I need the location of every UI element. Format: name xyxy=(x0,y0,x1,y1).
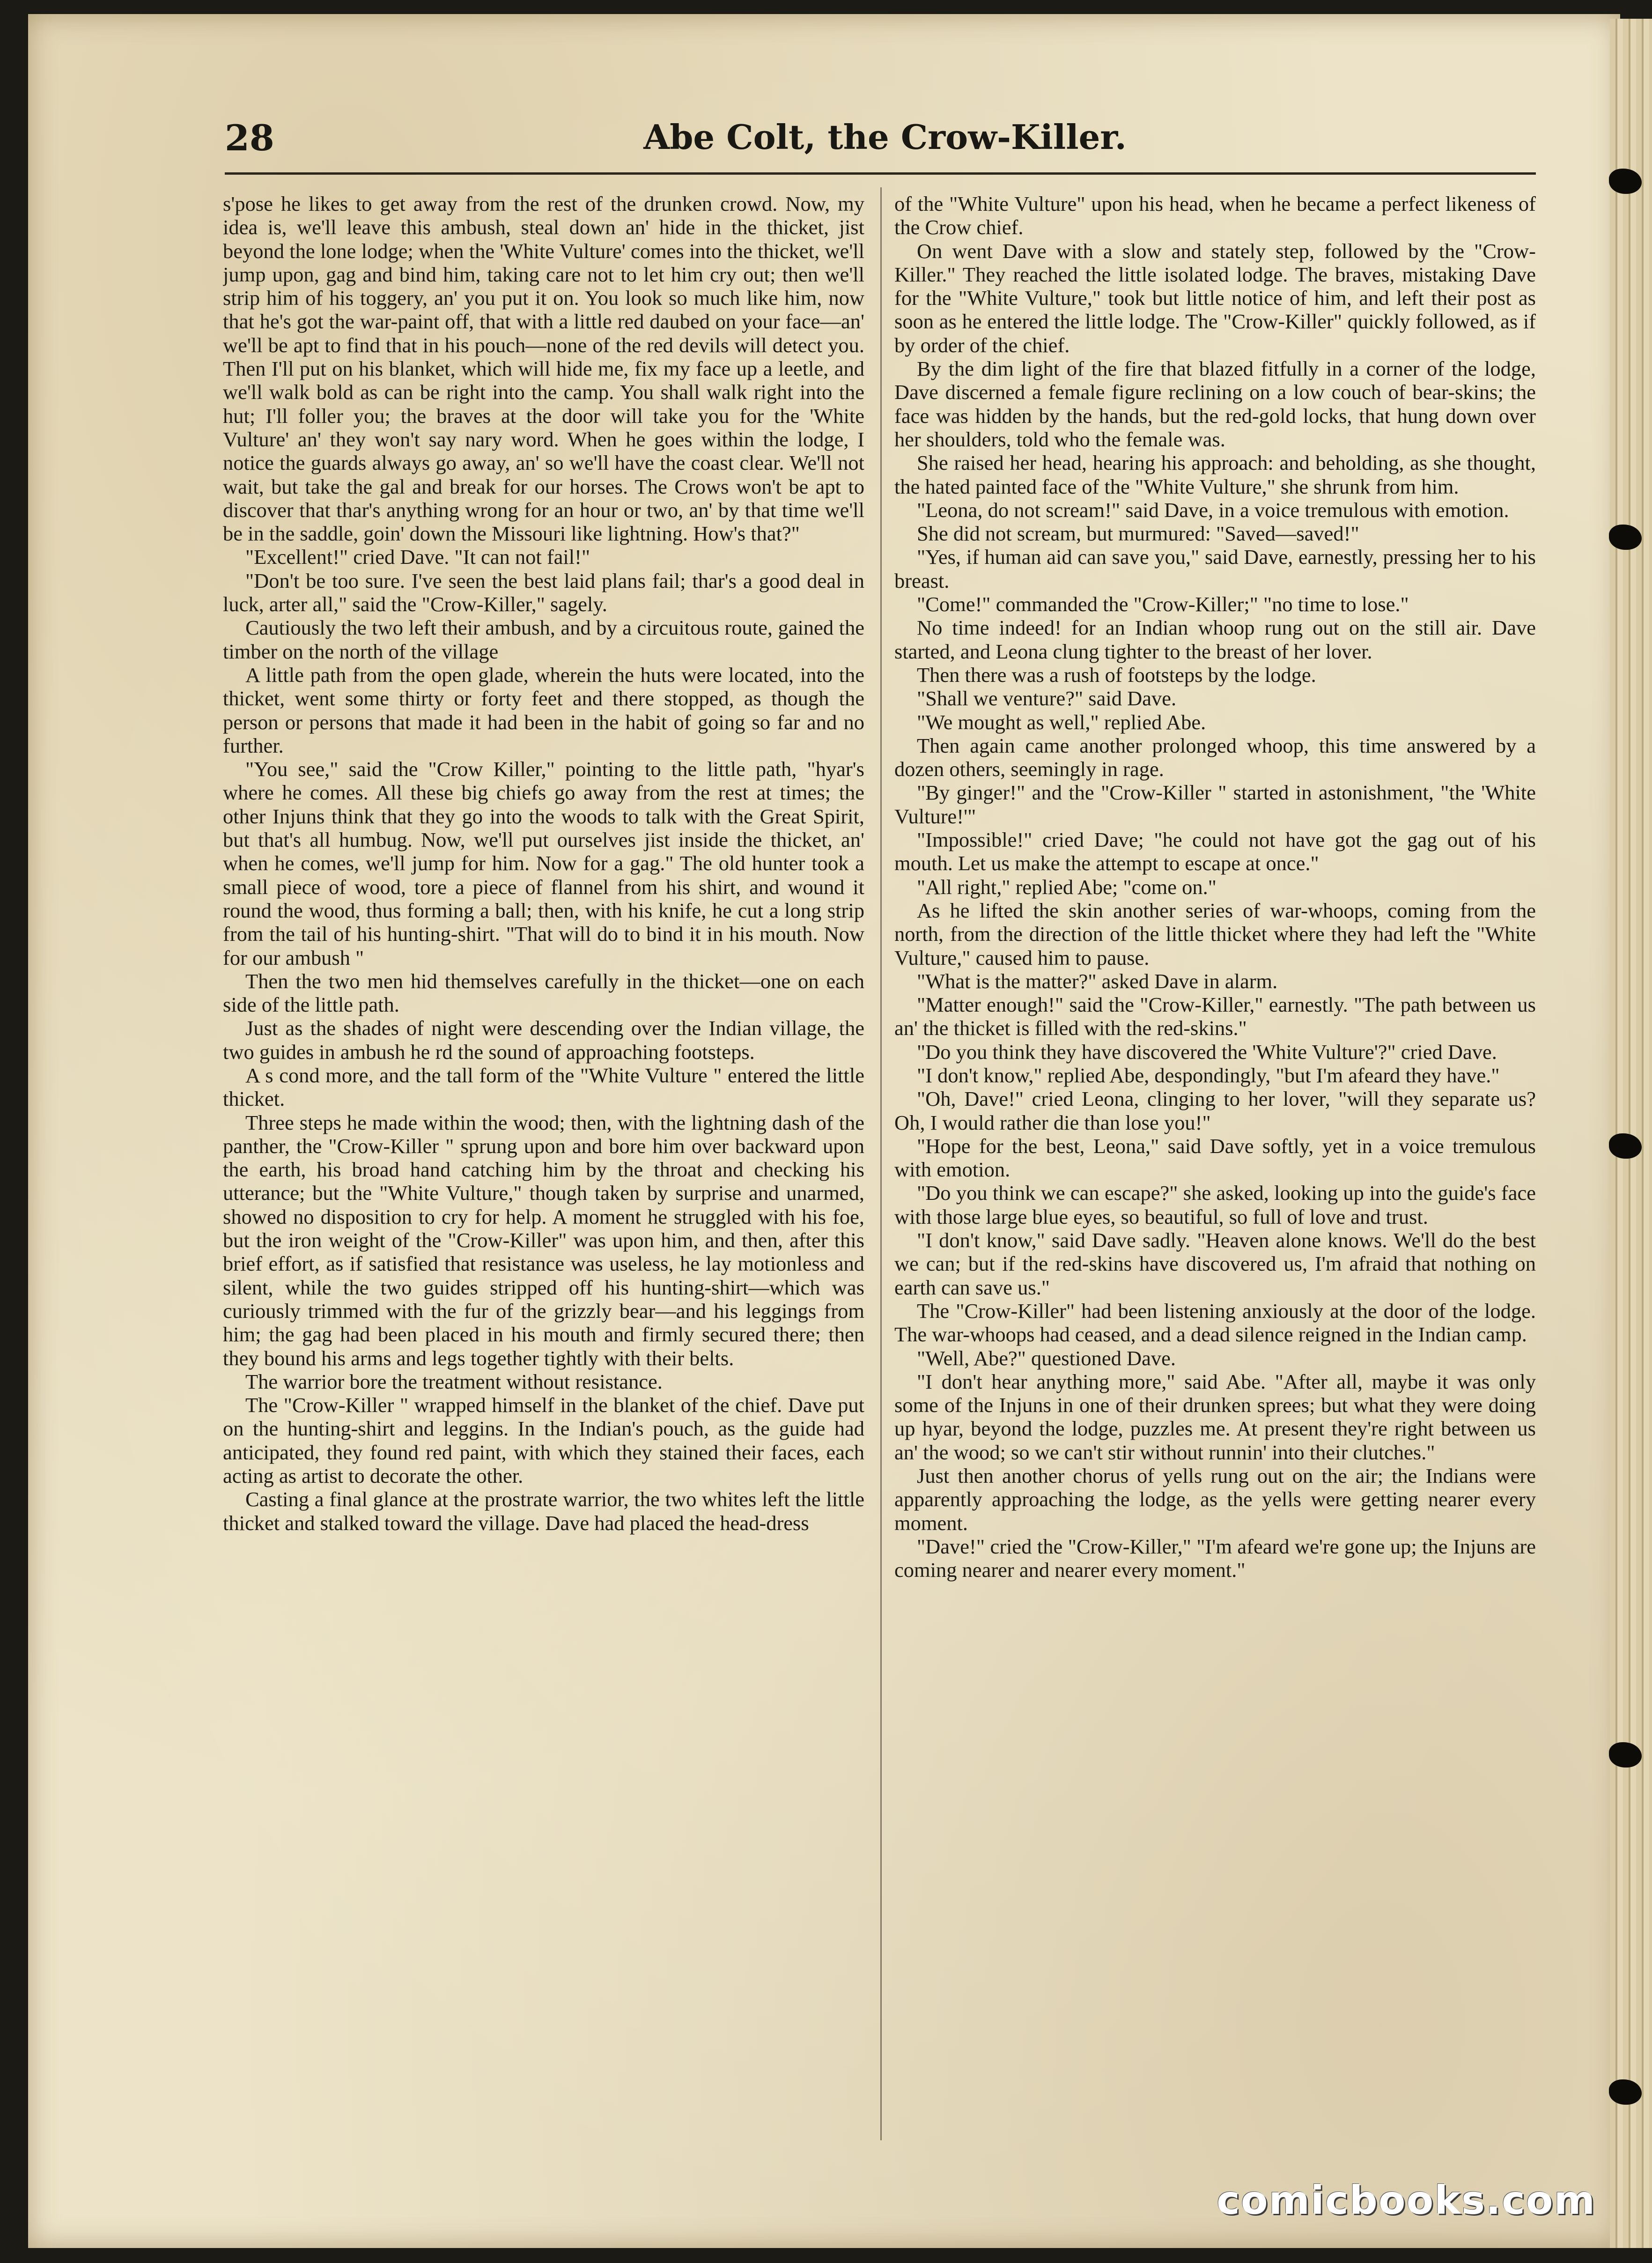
right-text-column xyxy=(894,192,1536,2136)
paragraph: A little path from the open glade, wherein the huts were located, into the thicket, went some thirty or forty feet and there stopped, as though the person or persons that made it had been in the habit of going so far and no further. xyxy=(223,663,864,757)
running-title: Abe Colt, the Crow-Killer. xyxy=(643,117,1127,157)
paragraph: "We mought as well," replied Abe. xyxy=(917,710,1206,734)
paragraph: "Yes, if human aid can save you," said Dave, earnestly, pressing her to his breast. xyxy=(894,545,1536,592)
paragraph: "Excellent!" cried Dave. "It can not fail!" xyxy=(245,545,590,569)
paragraph: The warrior bore the treatment without resistance. xyxy=(245,1369,663,1393)
paragraph: Cautiously the two left their ambush, and by a circuitous route, gained the timber on the north of the village xyxy=(223,616,864,663)
paragraph: Just as the shades of night were descending over the Indian village, the two guides in ambush he rd the sound of approaching footsteps. xyxy=(223,1016,864,1064)
paragraph: "Don't be too sure. I've seen the best laid plans fail; thar's a good deal in luck, arter all," said the "Crow-Killer," sagely. xyxy=(223,569,864,616)
page-header xyxy=(225,117,1545,173)
paragraph: "Well, Abe?" questioned Dave. xyxy=(917,1346,1176,1370)
paragraph: of the "White Vulture" upon his head, when he became a perfect likeness of the Crow chief. xyxy=(894,192,1536,239)
paragraph: "Come!" commanded the "Crow-Killer;" "no time to lose." xyxy=(917,592,1409,616)
paragraph: Casting a final glance at the prostrate warrior, the two whites left the little thicket and stalked toward the village. Dave had placed the head-dress xyxy=(223,1487,864,1535)
paragraph: "Impossible!" cried Dave; "he could not have got the gag out of his mouth. Let us make the attempt to escape at once." xyxy=(894,828,1536,875)
paragraph: "By ginger!" and the "Crow-Killer " started in astonishment, "the 'White Vulture!'" xyxy=(894,781,1536,828)
paragraph: By the dim light of the fire that blazed fitfully in a corner of the lodge, Dave discerned a female figure reclining on a low couch of bear-skins; the face was hidden by the hands, but the red-gold locks, that hung down over her shoulders, told who the female was. xyxy=(894,357,1536,451)
paragraph: "Shall we venture?" said Dave. xyxy=(917,687,1177,710)
header-rule xyxy=(225,172,1536,175)
site-watermark: comicbooks.com xyxy=(1217,2177,1596,2223)
paragraph: "You see," said the "Crow Killer," pointing to the little path, "hyar's where he comes. All these big chiefs go away from the rest at times; the other Injuns think that they go into the woods to talk with the Great Spirit, but that's all humbug. Now, we'll put ourselves jist inside the thicket, an' when he comes, we'll jump for him. Now for a gag." The old hunter took a small piece of wood, tore a piece of flannel from his shirt, and wound it round the wood, thus forming a ball; then, with his knife, he cut a long strip from the tail of his hunting-shirt. "That will do to bind it in his mouth. Now for our ambush " xyxy=(223,757,864,969)
paragraph: "Do you think they have discovered the 'White Vulture'?" cried Dave. xyxy=(917,1040,1497,1064)
paragraph: "I don't know," replied Abe, despondingly, "but I'm afeard they have." xyxy=(917,1063,1500,1087)
paragraph: Then the two men hid themselves carefully in the thicket—one on each side of the little path. xyxy=(223,969,864,1017)
page-edges xyxy=(1610,19,1652,2248)
paragraph: s'pose he likes to get away from the rest of the drunken crowd. Now, my idea is, we'll leave this ambush, steal down an' hide in the thicket, jist beyond the lone lodge; when the 'White Vulture' comes into the thicket, we'll jump upon, gag and bind him, taking care not to let him cry out; then we'll strip him of his toggery, an' you put it on. You look so much like him, now that he's got the war-paint off, that with a little red daubed on your face—an' we'll be apt to find that in his pouch—none of the red devils will detect you. Then I'll put on his blanket, which will hide me, fix my face up a leetle, and we'll walk bold as can be right into the camp. You shall walk right into the hut; I'll foller you; the braves at the door will take you for the 'White Vulture' an' they won't say nary word. When he goes within the lodge, I notice the guards always go away, an' so we'll have the coast clear. We'll not wait, but take the gal and break for our horses. The Crows won't be apt to discover that thar's anything wrong for an hour or two, an' by that time we'll be in the saddle, goin' down the Missouri like lightning. How's that?" xyxy=(223,192,864,546)
page-number: 28 xyxy=(225,117,274,159)
left-text-column xyxy=(223,192,864,2136)
paragraph: As he lifted the skin another series of war-whoops, coming from the north, from the direction of the little thicket where they had left the "White Vulture," caused him to pause. xyxy=(894,898,1536,969)
paragraph: Then there was a rush of footsteps by the lodge. xyxy=(917,663,1316,687)
paragraph: She raised her head, hearing his approach: and beholding, as she thought, the hated painted face of the "White Vulture," she shrunk from him. xyxy=(894,451,1536,498)
paragraph: "Dave!" cried the "Crow-Killer," "I'm afeard we're gone up; the Injuns are coming nearer and nearer every moment." xyxy=(894,1534,1536,1582)
paragraph: "What is the matter?" asked Dave in alarm. xyxy=(917,969,1278,993)
paragraph: No time indeed! for an Indian whoop rung out on the still air. Dave started, and Leona clung tighter to the breast of her lover. xyxy=(894,616,1536,663)
paragraph: Three steps he made within the wood; then, with the lightning dash of the panther, the "Crow-Killer " sprung upon and bore him over backward upon the earth, his broad hand catching him by the throat and checking his utterance; but the "White Vulture," though taken by surprise and unarmed, showed no disposition to cry for help. A moment he struggled with his foe, but the iron weight of the "Crow-Killer" was upon him, and then, after this brief effort, as if satisfied that resistance was useless, he lay motionless and silent, while the two guides stripped off his hunting-shirt—which was curiously trimmed with the fur of the grizzly bear—and his leggings from him; the gag had been placed in his mouth and firmly secured there; then they bound his arms and legs together tightly with their belts. xyxy=(223,1110,864,1370)
paragraph: On went Dave with a slow and stately step, followed by the "Crow-Killer." They reached the little isolated lodge. The braves, mistaking Dave for the "White Vulture," took but little notice of him, and left their post as soon as he entered the little lodge. The "Crow-Killer" quickly followed, as if by order of the chief. xyxy=(894,239,1536,357)
paragraph: Then again came another prolonged whoop, this time answered by a dozen others, seemingly in rage. xyxy=(894,733,1536,781)
paragraph: The "Crow-Killer " wrapped himself in the blanket of the chief. Dave put on the hunting-shirt and leggins. In the Indian's pouch, as the guide had anticipated, they found red paint, with which they stained their faces, each acting as artist to decorate the other. xyxy=(223,1393,864,1488)
paragraph: A s cond more, and the tall form of the "White Vulture " entered the little thicket. xyxy=(223,1063,864,1111)
paragraph: "Do you think we can escape?" she asked, looking up into the guide's face with those large blue eyes, so beautiful, so full of love and trust. xyxy=(894,1181,1536,1228)
paragraph: "I don't hear anything more," said Abe. "After all, maybe it was only some of the Injuns in one of their drunken sprees; but what they were doing up hyar, beyond the lodge, puzzles me. At present they're right between us an' the wood; so we can't stir without runnin' into their clutches." xyxy=(894,1369,1536,1464)
paragraph: The "Crow-Killer" had been listening anxiously at the door of the lodge. The war-whoops had ceased, and a dead silence reigned in the Indian camp. xyxy=(894,1299,1536,1346)
paragraph: "I don't know," said Dave sadly. "Heaven alone knows. We'll do the best we can; but if the red-skins have discovered us, I'm afraid that nothing on earth can save us." xyxy=(894,1228,1536,1299)
paragraph: "All right," replied Abe; "come on." xyxy=(917,875,1217,899)
paragraph: "Matter enough!" said the "Crow-Killer," earnestly. "The path between us an' the thicket is filled with the red-skins." xyxy=(894,993,1536,1040)
paragraph: "Leona, do not scream!" said Dave, in a voice tremulous with emotion. xyxy=(917,498,1509,522)
paragraph: "Hope for the best, Leona," said Dave softly, yet in a voice tremulous with emotion. xyxy=(894,1134,1536,1182)
column-divider xyxy=(880,187,882,2140)
paragraph: Just then another chorus of yells rung out on the air; the Indians were apparently approaching the lodge, as the yells were getting nearer every moment. xyxy=(894,1464,1536,1535)
paragraph: "Oh, Dave!" cried Leona, clinging to her lover, "will they separate us? Oh, I would rather die than lose you!" xyxy=(894,1087,1536,1134)
paragraph: She did not scream, but murmured: "Saved—saved!" xyxy=(917,522,1359,546)
